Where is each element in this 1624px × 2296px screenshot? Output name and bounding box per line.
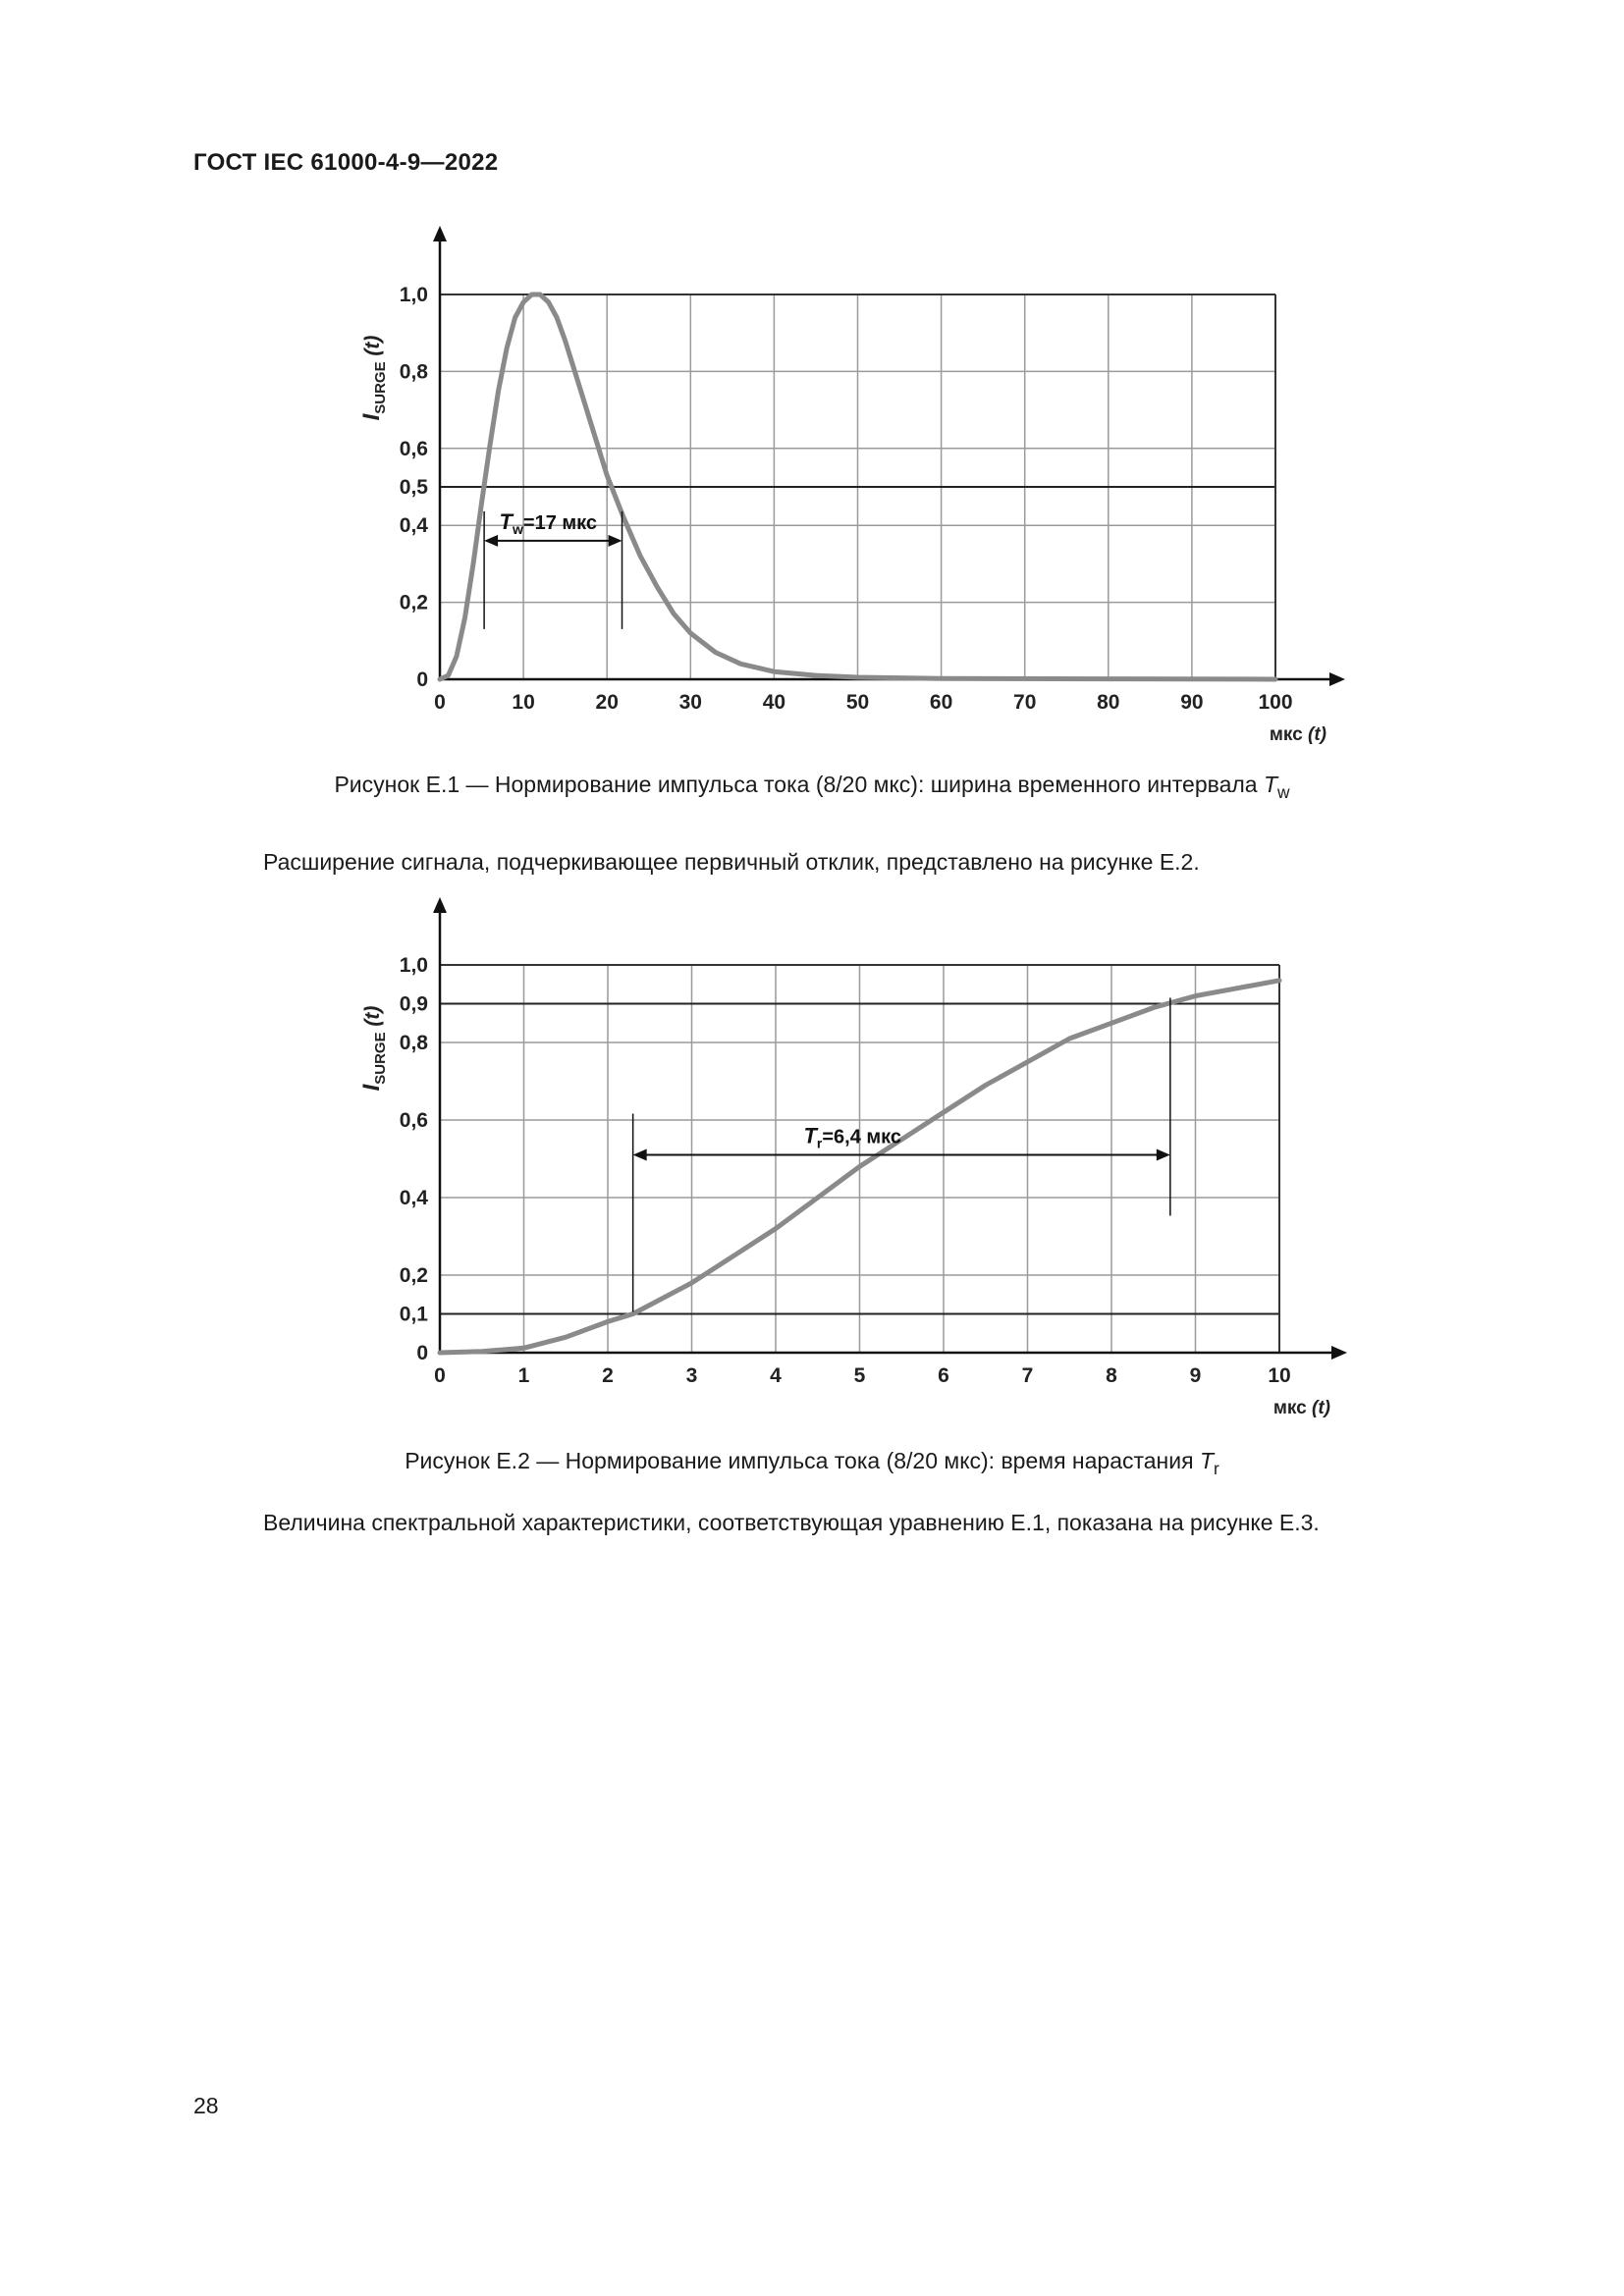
fig2-x-tick-label: 9: [1189, 1364, 1202, 1387]
fig1-y-tick-label: 0: [416, 668, 428, 691]
fig2-x-tick-label: 1: [517, 1364, 530, 1387]
figure-e2-caption: [0, 1448, 1624, 1479]
fig2-y-tick-label: 0,6: [399, 1109, 428, 1132]
fig1-annotation-symbol: T: [499, 508, 514, 534]
fig1-y-tick-label: 0,2: [399, 591, 428, 614]
fig2-annotation-label: [803, 1124, 901, 1151]
fig2-x-tick-label: 2: [602, 1364, 614, 1387]
fig1-x-tick-label: 30: [678, 691, 702, 714]
fig1-x-tick-label: 80: [1097, 691, 1120, 714]
fig1-annotation-value: =17 мкс: [522, 511, 598, 534]
fig1-x-tick-label: 50: [845, 691, 870, 714]
fig2-x-axis-label-unit: мкс: [1272, 1398, 1313, 1418]
figure-e1-caption-text: Рисунок Е.1 — Нормирование импульса тока (8/20 мкс): ширина временного интервала: [334, 772, 1264, 797]
fig1-x-tick-label: 10: [512, 691, 535, 714]
fig2-y-axis-label-tail: (t): [361, 1005, 384, 1033]
figure-e2-caption-text: Рисунок Е.2 — Нормирование импульса тока (8/20 мкс): время нарастания: [405, 1448, 1200, 1473]
paragraph-1: Расширение сигнала, подчеркивающее первичный отклик, представлено на рисунке Е.2.: [263, 849, 1200, 875]
fig2-x-tick-label: 3: [685, 1364, 698, 1387]
fig2-x-axis-arrow: [1331, 1346, 1347, 1360]
fig2-x-tick-label: 4: [770, 1364, 782, 1387]
fig1-x-tick-label: 20: [595, 691, 619, 714]
fig2-annotation-sub: r: [816, 1135, 823, 1151]
fig2-x-tick-label: 8: [1106, 1364, 1117, 1387]
fig2-y-axis-label: [358, 1006, 389, 1092]
fig2-annotation-arrow-head-right: [1157, 1149, 1170, 1161]
figure-e1-caption-sub: w: [1277, 782, 1290, 803]
fig2-x-axis-label-var: (t): [1312, 1398, 1330, 1418]
fig1-x-axis-label-unit: мкс: [1269, 724, 1309, 745]
fig2-y-axis-label-main: I: [358, 1084, 385, 1092]
fig1-y-axis-label-sub: SURGE: [372, 361, 389, 414]
fig2-annotation-value: =6,4 мкс: [822, 1126, 902, 1148]
page-number: 28: [193, 2093, 219, 2118]
fig1-y-axis-label-tail: (t): [361, 335, 384, 362]
figure-e2-caption-symbol: T: [1199, 1448, 1215, 1473]
fig1-y-tick-label: 0,5: [399, 476, 428, 499]
fig2-x-axis-label: [1273, 1398, 1330, 1418]
fig2-y-tick-label: 0,1: [399, 1303, 428, 1326]
fig1-y-tick-label: 0,4: [399, 514, 428, 538]
fig2-x-tick-label: 0: [434, 1364, 446, 1387]
fig1-x-tick-label: 100: [1258, 691, 1293, 714]
fig1-y-axis-label-main: I: [358, 413, 385, 421]
fig1-x-tick-label: 70: [1013, 691, 1037, 714]
figure-e1-caption-symbol: T: [1263, 772, 1278, 797]
fig2-x-tick-label: 10: [1268, 1364, 1291, 1387]
fig2-y-tick-label: 0,8: [399, 1032, 428, 1054]
fig1-x-axis-label-var: (t): [1308, 724, 1326, 745]
fig2-y-tick-label: 0,4: [399, 1187, 428, 1209]
fig2-annotation-symbol: T: [803, 1123, 817, 1148]
fig1-y-tick-label: 0,6: [399, 437, 428, 460]
fig2-x-tick-label: 7: [1021, 1364, 1034, 1387]
fig1-y-tick-label: 0,8: [399, 360, 428, 384]
fig2-y-axis-arrow: [433, 897, 447, 913]
paragraph-2: Величина спектральной характеристики, соответствующая уравнению Е.1, показана на рисунке Е.3.: [263, 1510, 1320, 1535]
fig1-y-tick-label: 1,0: [399, 284, 428, 306]
fig1-x-tick-label: 0: [434, 691, 446, 714]
fig2-y-tick-label: 0: [416, 1342, 428, 1364]
figure-e2-caption-sub: r: [1214, 1459, 1219, 1479]
fig2-annotation-arrow-head-left: [633, 1149, 647, 1161]
fig2-x-tick-label: 6: [938, 1364, 949, 1387]
fig2-y-tick-label: 0,2: [399, 1264, 428, 1287]
fig2-x-tick-label: 5: [853, 1364, 866, 1387]
fig1-x-tick-label: 60: [929, 691, 953, 714]
fig2-y-tick-label: 1,0: [399, 954, 428, 977]
fig1-annotation-sub: w: [513, 520, 523, 537]
fig2-y-axis-label-sub: SURGE: [372, 1032, 389, 1085]
fig1-x-tick-label: 90: [1180, 691, 1204, 714]
fig2-y-tick-label: 0,9: [399, 992, 428, 1016]
document-header: ГОСТ IEC 61000-4-9—2022: [193, 149, 499, 176]
fig1-x-tick-label: 40: [762, 691, 786, 714]
